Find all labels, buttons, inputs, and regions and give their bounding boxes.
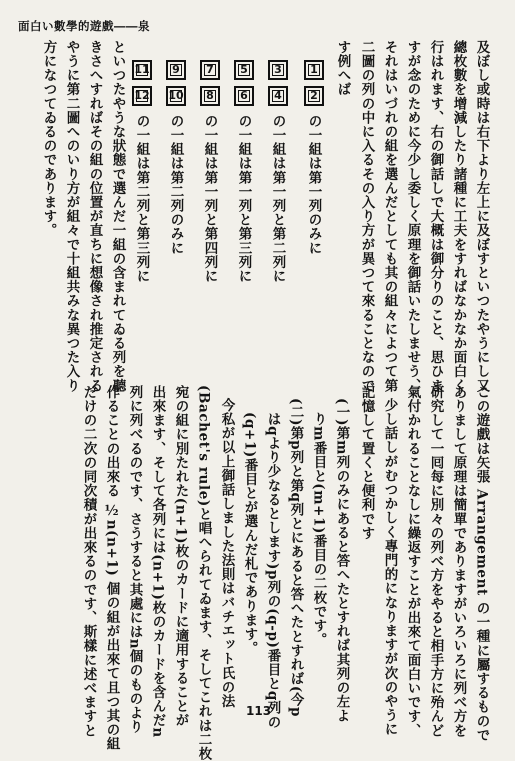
text-column: 作ることの出來る ½n(n+1) 個の組が出來て且つ其の組 [103, 385, 120, 751]
text-column: (二)第p列と第q列とにあると答へたとすれば(今p [287, 398, 304, 717]
text-column: やうに第二圖へのいり方が組々で十組共みな異つた入り [63, 40, 80, 393]
running-header: 面白い數學的遊戲――泉 [18, 19, 150, 33]
text-column: の一組は第一列と第二列に [269, 114, 286, 284]
text-column: 研究して一囘每に別々の列べ方をやると相手方に殆んど [427, 385, 444, 738]
text-column: 今私が以上御話しました法則はバチエット氏の法 [218, 398, 235, 709]
numbered-box: 7 [200, 60, 220, 80]
text-column: の一組は第一列のみに [305, 114, 322, 255]
text-column: 方になつてゐるのであります。 [40, 40, 57, 238]
text-column: 及ぼし或時は右下より左上に及ぼすといつたやうにし又 [473, 40, 490, 393]
text-column: (Bachet's rule)と唱へられてゐます、そしてこれは二枚 [195, 385, 212, 761]
numbered-box: 5 [234, 60, 254, 80]
text-column: といつたやうな狀態で選んだ一組の含まれてゐる列を聽 [109, 40, 126, 393]
text-column: りm番目と(m+1)番目の二枚です。 [310, 412, 327, 647]
text-column: 二圖の列の中に入るその入り方が異つて來ることなので [358, 40, 375, 393]
text-column: すが念のために今少し委しく原理を御話いたしませう、 [404, 40, 421, 393]
text-column: 列に列べるのです、さうすると其處にはn個のものより [126, 385, 143, 734]
text-column: 記憶して置くと便利です [358, 385, 375, 541]
text-column: 少し話しがむつかしく專門的になりますが次のやうに [381, 398, 398, 737]
numbered-box: 2 [304, 86, 324, 106]
text-column: 宛の組に別たれた(n+1)枚のカードに適用することが [172, 385, 189, 728]
text-column: それはいづれの組を選んだとしても其の組々によつて第 [381, 40, 398, 393]
text-column: きさへすればその組の位置が直ちに想像され推定される [86, 40, 103, 393]
numbered-box: 9 [166, 60, 186, 80]
numbered-box: 8 [200, 86, 220, 106]
text-column: この遊戲は矢張 Arrangement の一種に屬するもので [473, 385, 490, 743]
text-column: ありまして原理は簡單でありますがいろいろに列べ方を [450, 385, 467, 738]
numbered-box: 1 [304, 60, 324, 80]
text-column: (q+1)番目とが選んだ札であります。 [241, 412, 258, 656]
text-column: 行はれます、右の御話しで大概は御分りのこと、思ひま [427, 40, 444, 393]
numbered-box: 6 [234, 86, 254, 106]
text-column: の一組は第二列と第三列に [133, 114, 150, 284]
text-column: の一組は第一列と第三列に [235, 114, 252, 284]
text-column: 出來ます、そして各列には(n+1)枚のカードを含んだn [149, 385, 166, 738]
numbered-box: 10 [166, 86, 186, 106]
numbered-box: 12 [132, 86, 152, 106]
text-column: 氣付かれることなしに繰返すことが出來て面白いです、 [404, 385, 421, 738]
numbered-box: 11 [132, 60, 152, 80]
text-column: の一組は第一列と第四列に [201, 114, 218, 284]
text-column: 總枚數を增減したり諸種に工夫をすればなかなか面白く [450, 40, 467, 393]
text-column: はqより少なるとします)p列の(q-p)番目とq列の [264, 412, 281, 730]
numbered-box: 3 [268, 60, 288, 80]
text-column: (一)第m列のみにあると答へたとすれば其列の左よ [333, 398, 350, 723]
text-column: す例へば [334, 40, 351, 97]
text-column: だけの二次の同次積が出來るのです、斯樣に述べますと [80, 385, 97, 738]
numbered-box: 4 [268, 86, 288, 106]
page-number: 113 [246, 704, 272, 718]
text-column: の一組は第二列のみに [167, 114, 184, 255]
